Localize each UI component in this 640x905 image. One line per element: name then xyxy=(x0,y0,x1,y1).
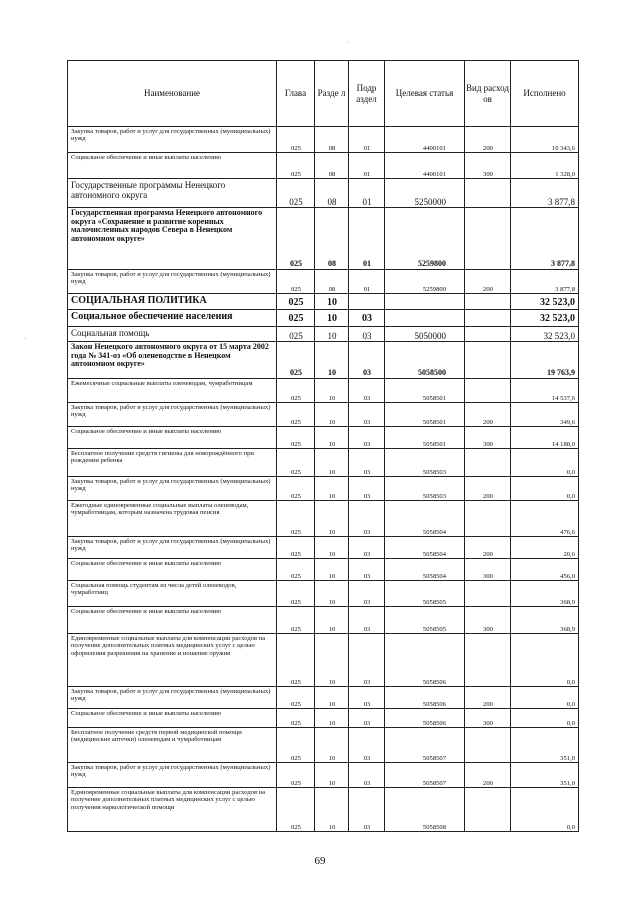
row-target: 5058506 xyxy=(385,634,465,687)
row-glava: 025 xyxy=(277,179,315,208)
row-name: Закупка товаров, работ и услуг для государственных (муниципальных) нужд xyxy=(68,270,277,294)
row-target: 5058501 xyxy=(385,427,465,449)
row-amount: 349,6 xyxy=(511,403,579,427)
row-name: Закупка товаров, работ и услуг для государственных (муниципальных) нужд xyxy=(68,477,277,501)
row-podrazdel: 03 xyxy=(349,687,385,709)
row-podrazdel: 01 xyxy=(349,179,385,208)
row-podrazdel: 03 xyxy=(349,327,385,342)
table-row xyxy=(68,537,579,559)
row-glava: 025 xyxy=(277,327,315,342)
row-podrazdel: 03 xyxy=(349,763,385,788)
row-vid: 300 xyxy=(465,607,511,634)
header-target: Целевая статья xyxy=(385,61,465,127)
table-header-row xyxy=(68,61,579,127)
row-podrazdel: 03 xyxy=(349,709,385,728)
row-razdel: 08 xyxy=(315,179,349,208)
row-podrazdel: 03 xyxy=(349,501,385,537)
row-razdel: 08 xyxy=(315,153,349,179)
row-target xyxy=(385,294,465,310)
row-amount: 476,6 xyxy=(511,501,579,537)
table-row xyxy=(68,607,579,634)
table-row xyxy=(68,403,579,427)
row-vid: 200 xyxy=(465,127,511,153)
row-name: СОЦИАЛЬНАЯ ПОЛИТИКА xyxy=(68,294,277,310)
row-glava: 025 xyxy=(277,537,315,559)
row-vid xyxy=(465,294,511,310)
row-razdel: 10 xyxy=(315,501,349,537)
row-name: Закупка товаров, работ и услуг для государственных (муниципальных) нужд xyxy=(68,687,277,709)
table-row xyxy=(68,581,579,607)
row-glava: 025 xyxy=(277,687,315,709)
row-podrazdel: 03 xyxy=(349,559,385,581)
table-row xyxy=(68,379,579,403)
row-name: Государственные программы Ненецкого автономного округа xyxy=(68,179,277,208)
row-razdel: 10 xyxy=(315,687,349,709)
row-razdel: 10 xyxy=(315,634,349,687)
row-vid: 200 xyxy=(465,403,511,427)
row-vid: 200 xyxy=(465,537,511,559)
row-podrazdel: 03 xyxy=(349,607,385,634)
row-podrazdel xyxy=(349,294,385,310)
table-row xyxy=(68,310,579,327)
table-row xyxy=(68,270,579,294)
table-row xyxy=(68,788,579,832)
row-name: Закупка товаров, работ и услуг для государственных (муниципальных) нужд xyxy=(68,537,277,559)
row-vid: 200 xyxy=(465,687,511,709)
row-vid: 300 xyxy=(465,559,511,581)
row-glava: 025 xyxy=(277,449,315,477)
table-row xyxy=(68,728,579,763)
row-target: 5259800 xyxy=(385,208,465,270)
page-number: 69 xyxy=(314,855,326,867)
row-glava: 025 xyxy=(277,501,315,537)
row-name: Социальное обеспечение и иные выплаты населению xyxy=(68,709,277,728)
row-amount: 1 328,0 xyxy=(511,153,579,179)
row-razdel: 10 xyxy=(315,709,349,728)
row-podrazdel: 03 xyxy=(349,728,385,763)
row-podrazdel: 03 xyxy=(349,477,385,501)
row-amount: 32 523,0 xyxy=(511,294,579,310)
row-name: Закупка товаров, работ и услуг для государственных (муниципальных) нужд xyxy=(68,763,277,788)
row-vid xyxy=(465,788,511,832)
row-razdel: 10 xyxy=(315,449,349,477)
row-podrazdel: 03 xyxy=(349,581,385,607)
header-name: Наименование xyxy=(68,61,277,127)
row-target: 5058508 xyxy=(385,788,465,832)
row-target: 5058501 xyxy=(385,379,465,403)
row-glava: 025 xyxy=(277,403,315,427)
row-glava: 025 xyxy=(277,342,315,379)
row-glava: 025 xyxy=(277,763,315,788)
row-vid xyxy=(465,327,511,342)
row-amount: 19 763,9 xyxy=(511,342,579,379)
header-podrazdel: Подр аздел xyxy=(349,61,385,127)
row-glava: 025 xyxy=(277,477,315,501)
scan-artifact: · xyxy=(347,38,350,47)
row-razdel: 10 xyxy=(315,327,349,342)
header-razdel: Разде л xyxy=(315,61,349,127)
row-vid xyxy=(465,449,511,477)
row-podrazdel: 03 xyxy=(349,634,385,687)
row-razdel: 10 xyxy=(315,427,349,449)
table-row xyxy=(68,179,579,208)
row-amount: 0,0 xyxy=(511,687,579,709)
row-podrazdel: 03 xyxy=(349,427,385,449)
row-target xyxy=(385,310,465,327)
table-row xyxy=(68,449,579,477)
row-glava: 025 xyxy=(277,581,315,607)
row-podrazdel: 01 xyxy=(349,127,385,153)
row-name: Единовременные социальные выплаты для компенсации расходов на получение дополнительных платных медицинских услуг с целью оформления разрешения на хранение и ношение оружия xyxy=(68,634,277,687)
row-podrazdel: 03 xyxy=(349,537,385,559)
table-row xyxy=(68,208,579,270)
row-glava: 025 xyxy=(277,294,315,310)
table-row xyxy=(68,127,579,153)
row-name: Бесплатное получение средств гигиены для новорождённого при рождении ребенка xyxy=(68,449,277,477)
row-glava: 025 xyxy=(277,728,315,763)
table-row xyxy=(68,342,579,379)
table-row xyxy=(68,634,579,687)
row-podrazdel: 03 xyxy=(349,449,385,477)
row-amount: 3 877,8 xyxy=(511,270,579,294)
row-glava: 025 xyxy=(277,379,315,403)
table-row xyxy=(68,294,579,310)
row-amount: 0,0 xyxy=(511,709,579,728)
row-razdel: 10 xyxy=(315,728,349,763)
row-razdel: 10 xyxy=(315,559,349,581)
row-glava: 025 xyxy=(277,788,315,832)
row-target: 5050000 xyxy=(385,327,465,342)
row-razdel: 10 xyxy=(315,581,349,607)
row-glava: 025 xyxy=(277,270,315,294)
row-glava: 025 xyxy=(277,634,315,687)
row-amount: 20,6 xyxy=(511,537,579,559)
row-amount: 3 877,8 xyxy=(511,179,579,208)
row-razdel: 10 xyxy=(315,788,349,832)
header-vid: Вид расход ов xyxy=(465,61,511,127)
row-podrazdel: 03 xyxy=(349,342,385,379)
row-razdel: 10 xyxy=(315,310,349,327)
row-razdel: 08 xyxy=(315,127,349,153)
row-razdel: 10 xyxy=(315,342,349,379)
row-vid xyxy=(465,501,511,537)
row-name: Социальная помощь xyxy=(68,327,277,342)
header-executed: Исполнено xyxy=(511,61,579,127)
row-razdel: 10 xyxy=(315,403,349,427)
row-target: 5250000 xyxy=(385,179,465,208)
row-name: Единовременные социальные выплаты для компенсации расходов на получение дополнительных платных медицинских услуг с целью получения наркологической помощи xyxy=(68,788,277,832)
table-row xyxy=(68,559,579,581)
row-glava: 025 xyxy=(277,208,315,270)
row-podrazdel: 03 xyxy=(349,403,385,427)
table-row xyxy=(68,501,579,537)
row-amount: 32 523,0 xyxy=(511,310,579,327)
row-vid xyxy=(465,634,511,687)
row-vid: 300 xyxy=(465,427,511,449)
row-razdel: 10 xyxy=(315,477,349,501)
row-amount: 32 523,0 xyxy=(511,327,579,342)
row-amount: 456,0 xyxy=(511,559,579,581)
row-glava: 025 xyxy=(277,427,315,449)
row-vid xyxy=(465,728,511,763)
row-razdel: 10 xyxy=(315,294,349,310)
row-glava: 025 xyxy=(277,559,315,581)
row-vid: 300 xyxy=(465,709,511,728)
row-amount: 14 537,6 xyxy=(511,379,579,403)
table-row xyxy=(68,477,579,501)
row-name: Ежегодные единовременные социальные выплаты оленеводам, чумработницам, которым назначена трудовая пенсия xyxy=(68,501,277,537)
row-podrazdel: 03 xyxy=(349,310,385,327)
row-vid xyxy=(465,379,511,403)
row-name: Бесплатное получение средств первой медицинской помощи (медицинские аптечки) оленеводам и чумработницам xyxy=(68,728,277,763)
row-target: 5058504 xyxy=(385,501,465,537)
row-amount: 14 188,0 xyxy=(511,427,579,449)
row-target: 5058507 xyxy=(385,763,465,788)
row-glava: 025 xyxy=(277,153,315,179)
row-amount: 351,0 xyxy=(511,728,579,763)
budget-table xyxy=(67,60,579,832)
row-glava: 025 xyxy=(277,310,315,327)
row-target: 5058505 xyxy=(385,581,465,607)
row-amount: 0,0 xyxy=(511,449,579,477)
row-target: 5058501 xyxy=(385,403,465,427)
row-glava: 025 xyxy=(277,709,315,728)
row-target: 5058503 xyxy=(385,477,465,501)
row-name: Закупка товаров, работ и услуг для государственных (муниципальных) нужд xyxy=(68,127,277,153)
row-razdel: 08 xyxy=(315,208,349,270)
row-vid: 300 xyxy=(465,153,511,179)
row-vid xyxy=(465,342,511,379)
scan-artifact: · xyxy=(24,334,27,343)
row-target: 5058506 xyxy=(385,687,465,709)
row-podrazdel: 01 xyxy=(349,208,385,270)
row-glava: 025 xyxy=(277,127,315,153)
table-row xyxy=(68,687,579,709)
row-podrazdel: 01 xyxy=(349,153,385,179)
row-name: Социальное обеспечение и иные выплаты населению xyxy=(68,153,277,179)
row-vid: 200 xyxy=(465,477,511,501)
row-target: 5058507 xyxy=(385,728,465,763)
row-name: Социальная помощь студентам из числа детей оленеводов, чумработниц xyxy=(68,581,277,607)
table-row xyxy=(68,327,579,342)
row-target: 5058505 xyxy=(385,607,465,634)
row-name: Закон Ненецкого автономного округа от 15 марта 2002 года № 341-оз «Об оленеводстве в Ненецком автономном округе» xyxy=(68,342,277,379)
row-name: Социальное обеспечение и иные выплаты населению xyxy=(68,559,277,581)
row-target: 5058506 xyxy=(385,709,465,728)
row-vid: 200 xyxy=(465,270,511,294)
row-vid xyxy=(465,208,511,270)
table-row xyxy=(68,763,579,788)
header-glava: Глава xyxy=(277,61,315,127)
row-target: 5058503 xyxy=(385,449,465,477)
row-podrazdel: 03 xyxy=(349,788,385,832)
row-target: 5259800 xyxy=(385,270,465,294)
row-name: Закупка товаров, работ и услуг для государственных (муниципальных) нужд xyxy=(68,403,277,427)
table-row xyxy=(68,153,579,179)
row-name: Ежемесячные социальные выплаты оленеводам, чумработницам xyxy=(68,379,277,403)
row-vid xyxy=(465,581,511,607)
row-vid: 200 xyxy=(465,763,511,788)
row-razdel: 10 xyxy=(315,763,349,788)
row-vid xyxy=(465,179,511,208)
row-amount: 0,0 xyxy=(511,788,579,832)
row-target: 4400101 xyxy=(385,153,465,179)
row-amount: 10 343,6 xyxy=(511,127,579,153)
row-amount: 351,0 xyxy=(511,763,579,788)
row-target: 5058504 xyxy=(385,559,465,581)
table-row xyxy=(68,709,579,728)
table-row xyxy=(68,427,579,449)
row-name: Социальное обеспечение и иные выплаты населению xyxy=(68,427,277,449)
row-razdel: 10 xyxy=(315,537,349,559)
row-name: Социальное обеспечение населения xyxy=(68,310,277,327)
row-podrazdel: 01 xyxy=(349,270,385,294)
row-amount: 0,0 xyxy=(511,634,579,687)
row-target: 5058504 xyxy=(385,537,465,559)
row-podrazdel: 03 xyxy=(349,379,385,403)
row-amount: 3 877,8 xyxy=(511,208,579,270)
row-amount: 368,9 xyxy=(511,607,579,634)
row-name: Государственная программа Ненецкого автономного округа «Сохранение и развитие коренных малочисленных народов Севера в Ненецком автономном округе» xyxy=(68,208,277,270)
row-vid xyxy=(465,310,511,327)
row-razdel: 08 xyxy=(315,270,349,294)
row-target: 5058500 xyxy=(385,342,465,379)
row-razdel: 10 xyxy=(315,379,349,403)
row-name: Социальное обеспечение и иные выплаты населению xyxy=(68,607,277,634)
row-amount: 0,0 xyxy=(511,477,579,501)
row-razdel: 10 xyxy=(315,607,349,634)
row-glava: 025 xyxy=(277,607,315,634)
row-target: 4400101 xyxy=(385,127,465,153)
row-amount: 368,9 xyxy=(511,581,579,607)
